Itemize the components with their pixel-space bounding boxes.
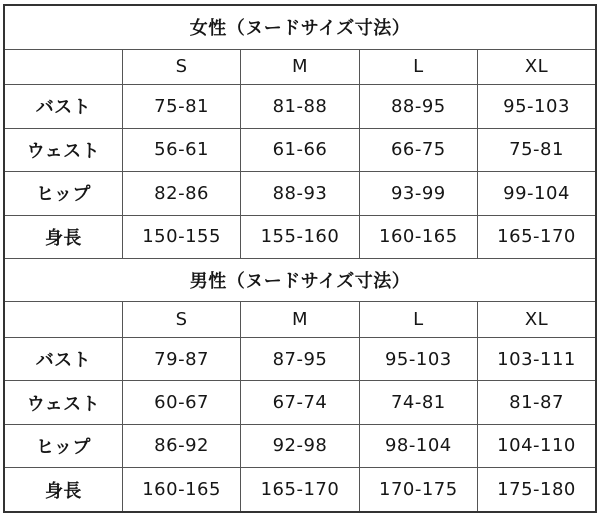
size-cell: 160-165 <box>122 468 240 512</box>
size-cell: 79-87 <box>122 337 240 380</box>
size-cell: 160-165 <box>359 215 477 258</box>
table-row-hip <box>4 424 596 467</box>
table-row-bust <box>4 337 596 380</box>
row-label-bust: バスト <box>4 85 122 128</box>
size-cell: 99-104 <box>478 172 596 215</box>
size-cell: 88-93 <box>241 172 359 215</box>
row-label-hip: ヒップ <box>4 424 122 467</box>
size-cell: 82-86 <box>122 172 240 215</box>
women-section-title: 女性（ヌードサイズ寸法） <box>4 5 596 49</box>
size-cell: 60-67 <box>122 381 240 424</box>
size-cell: 67-74 <box>241 381 359 424</box>
size-cell: 56-61 <box>122 128 240 171</box>
women-title-row <box>4 5 596 49</box>
size-cell: 98-104 <box>359 424 477 467</box>
size-cell: 165-170 <box>478 215 596 258</box>
size-chart-table <box>3 4 597 513</box>
table-row-waist <box>4 381 596 424</box>
size-cell: 92-98 <box>241 424 359 467</box>
row-label-hip: ヒップ <box>4 172 122 215</box>
table-row-hip <box>4 172 596 215</box>
size-cell: 86-92 <box>122 424 240 467</box>
size-cell: 81-88 <box>241 85 359 128</box>
column-header-xl: XL <box>478 302 596 337</box>
table-row-bust <box>4 85 596 128</box>
size-cell: 95-103 <box>478 85 596 128</box>
row-label-height: 身長 <box>4 468 122 512</box>
row-label-bust: バスト <box>4 337 122 380</box>
size-cell: 66-75 <box>359 128 477 171</box>
size-cell: 104-110 <box>478 424 596 467</box>
women-section <box>4 5 596 259</box>
column-header-l: L <box>359 49 477 84</box>
men-section <box>4 259 596 513</box>
size-cell: 95-103 <box>359 337 477 380</box>
column-header-blank <box>4 49 122 84</box>
column-header-s: S <box>122 49 240 84</box>
size-cell: 150-155 <box>122 215 240 258</box>
column-header-l: L <box>359 302 477 337</box>
column-header-m: M <box>241 49 359 84</box>
column-header-blank <box>4 302 122 337</box>
size-cell: 88-95 <box>359 85 477 128</box>
size-cell: 93-99 <box>359 172 477 215</box>
men-title-row <box>4 259 596 302</box>
size-cell: 75-81 <box>122 85 240 128</box>
table-row-height <box>4 468 596 512</box>
row-label-height: 身長 <box>4 215 122 258</box>
table-row-waist <box>4 128 596 171</box>
size-cell: 170-175 <box>359 468 477 512</box>
table-row-height <box>4 215 596 258</box>
women-header-row <box>4 49 596 84</box>
size-cell: 81-87 <box>478 381 596 424</box>
column-header-xl: XL <box>478 49 596 84</box>
row-label-waist: ウェスト <box>4 128 122 171</box>
size-cell: 61-66 <box>241 128 359 171</box>
size-cell: 175-180 <box>478 468 596 512</box>
row-label-waist: ウェスト <box>4 381 122 424</box>
men-section-title: 男性（ヌードサイズ寸法） <box>4 259 596 302</box>
size-cell: 75-81 <box>478 128 596 171</box>
size-cell: 74-81 <box>359 381 477 424</box>
size-cell: 165-170 <box>241 468 359 512</box>
size-cell: 103-111 <box>478 337 596 380</box>
size-cell: 87-95 <box>241 337 359 380</box>
men-header-row <box>4 302 596 337</box>
column-header-m: M <box>241 302 359 337</box>
column-header-s: S <box>122 302 240 337</box>
size-cell: 155-160 <box>241 215 359 258</box>
